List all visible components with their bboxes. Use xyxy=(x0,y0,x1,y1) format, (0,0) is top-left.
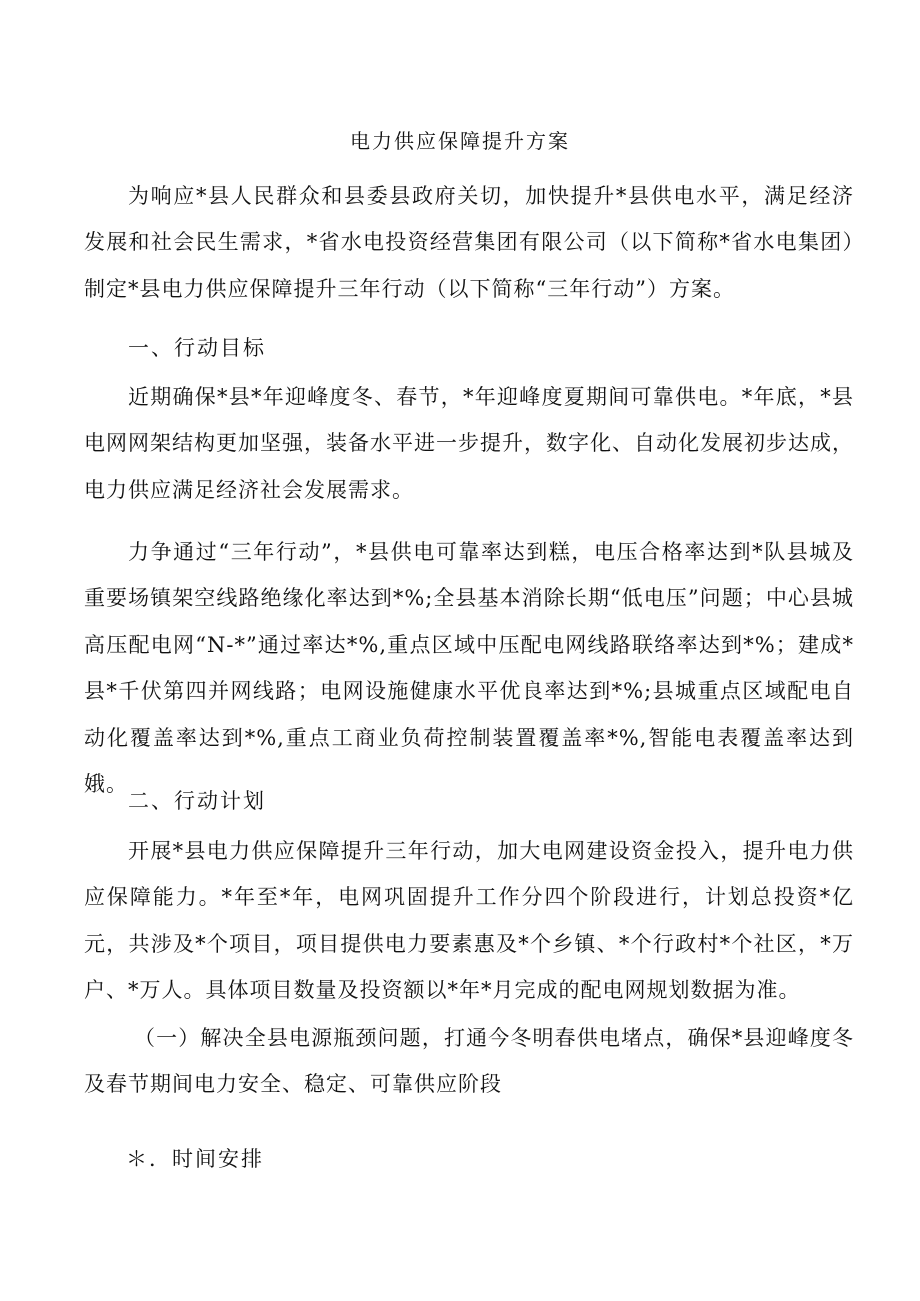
item-heading-schedule: ＊．时间安排 xyxy=(126,1147,264,1171)
section-heading-goals: 一、行动目标 xyxy=(128,336,266,360)
goals-paragraph-1: 近期确保*县*年迎峰度冬、春节，*年迎峰度夏期间可靠供电。*年底，*县电网网架结构更加坚强，装备水平进一步提升，数字化、自动化发展初步达成，电力供应满足经济社会发展需求。 xyxy=(84,385,854,502)
section-heading-plan: 二、行动计划 xyxy=(128,789,266,813)
goals-paragraph-2: 力争通过“三年行动”，*县供电可靠率达到糕，电压合格率达到*队县城及重要场镇架空线路绝缘化率达到*%;全县基本消除长期“低电压”问题；中心县城高压配电网“N-*”通过率达*%,重点区域中压配电网线路联络率达到*%；建成*县*千伏第四并网线路；电网设施健康水平优良率达到*%;县城重点区域配电自动化覆盖率达到*%,重点工商业负荷控制装置覆盖率*%,智能电表覆盖率达到娥。 xyxy=(84,540,854,797)
intro-paragraph: 为响应*县人民群众和县委县政府关切，加快提升*县供电水平，满足经济发展和社会民生需求，*省水电投资经营集团有限公司（以下简称*省水电集团）制定*县电力供应保障提升三年行动（以下简称“三年行动”）方案。 xyxy=(84,184,854,301)
plan-paragraph-1: 开展*县电力供应保障提升三年行动，加大电网建设资金投入，提升电力供应保障能力。*年至*年，电网巩固提升工作分四个阶段进行，计划总投资*亿元，共涉及*个项目，项目提供电力要素惠及*个乡镇、*个行政村*个社区，*万户、*万人。具体项目数量及投资额以*年*月完成的配电网规划数据为准。 xyxy=(84,839,854,1003)
subsection-heading-1: （一）解决全县电源瓶颈问题，打通今冬明春供电堵点，确保*县迎峰度冬及春节期间电力安全、稳定、可靠供应阶段 xyxy=(84,1026,854,1097)
document-title: 电力供应保障提升方案 xyxy=(350,129,570,153)
